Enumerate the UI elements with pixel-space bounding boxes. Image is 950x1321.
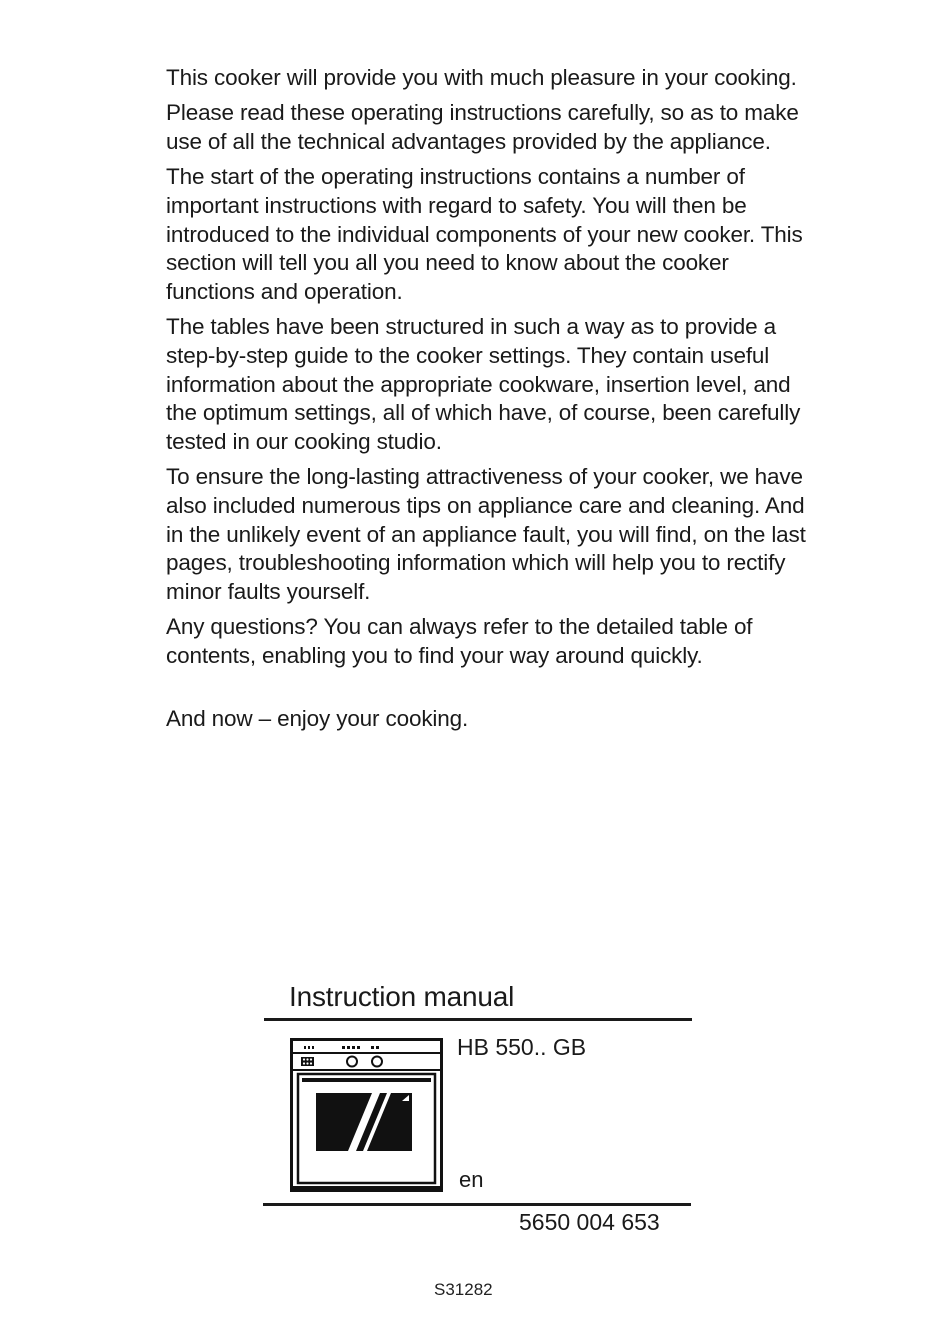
language-code: en bbox=[459, 1167, 484, 1192]
footer-code: S31282 bbox=[434, 1280, 493, 1299]
closing-line: And now – enjoy your cooking. bbox=[166, 705, 469, 731]
intro-paragraph: The start of the operating instructions contains a number of important instructions with regard to safety. You will then be introduced to the individual components of your new cooker. This section will tell you all you need to know about the cooker functions and operation. bbox=[166, 164, 803, 304]
document-number: 5650 004 653 bbox=[519, 1209, 660, 1235]
oven-icon bbox=[290, 1038, 443, 1192]
intro-text bbox=[166, 64, 806, 740]
model-number: HB 550.. GB bbox=[457, 1034, 587, 1060]
intro-paragraph: Please read these operating instructions carefully, so as to make use of all the technical advantages provided by the appliance. bbox=[166, 100, 799, 154]
bottom-divider bbox=[263, 1203, 691, 1206]
intro-paragraph: The tables have been structured in such a way as to provide a step-by-step guide to the cooker settings. They contain useful information about the appropriate cookware, insertion level, and the optimum settings, all of which have, of course, been carefully tested in our cooking studio. bbox=[166, 314, 801, 454]
manual-title: Instruction manual bbox=[289, 981, 515, 1012]
title-divider bbox=[264, 1018, 692, 1021]
intro-paragraph: Any questions? You can always refer to the detailed table of contents, enabling you to find your way around quickly. bbox=[166, 614, 753, 668]
intro-paragraph: To ensure the long-lasting attractiveness of your cooker, we have also included numerous tips on appliance care and cleaning. And in the unlikely event of an appliance fault, you will find, on the last pages, troubleshooting information which will help you to rectify minor faults yourself. bbox=[166, 464, 806, 604]
intro-paragraph: This cooker will provide you with much pleasure in your cooking. bbox=[166, 65, 797, 90]
